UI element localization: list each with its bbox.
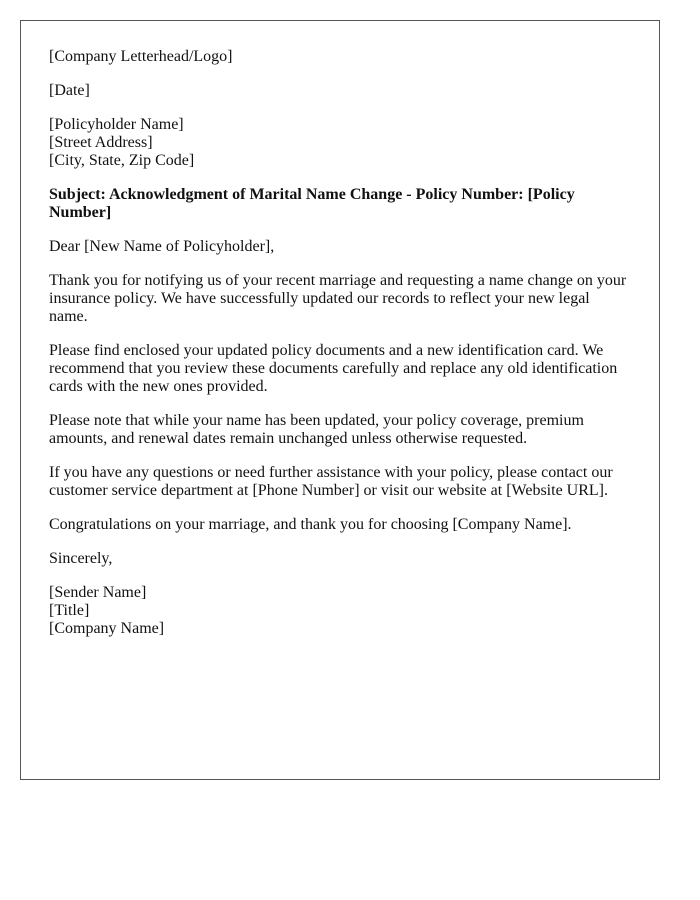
signature-block [49, 584, 631, 638]
body-paragraph: Please note that while your name has been updated, your policy coverage, premium amounts, and renewal dates remain unchanged unless otherwise requested. [49, 412, 584, 447]
salutation: Dear [New Name of Policyholder], [49, 238, 275, 255]
sender-company: [Company Name] [49, 620, 165, 637]
closing: Sincerely, [49, 550, 113, 567]
letterhead: [Company Letterhead/Logo] [49, 48, 233, 65]
recipient-address [49, 116, 631, 170]
recipient-city-state-zip: [City, State, Zip Code] [49, 152, 195, 169]
sender-title: [Title] [49, 602, 90, 619]
subject-line: Subject: Acknowledgment of Marital Name Change - Policy Number: [Policy Number] [49, 186, 575, 221]
letter-date: [Date] [49, 82, 90, 99]
body-paragraph: Congratulations on your marriage, and thank you for choosing [Company Name]. [49, 516, 572, 533]
body-paragraph: Thank you for notifying us of your recent marriage and requesting a name change on your insurance policy. We have successfully updated our records to reflect your new legal name. [49, 272, 627, 325]
body-paragraph: If you have any questions or need further assistance with your policy, please contact our customer service department at [Phone Number] or visit our website at [Website URL]. [49, 464, 613, 499]
letter-page [20, 20, 660, 780]
recipient-name: [Policyholder Name] [49, 116, 184, 133]
sender-name: [Sender Name] [49, 584, 147, 601]
body-paragraph: Please find enclosed your updated policy documents and a new identification card. We recommend that you review these documents carefully and replace any old identification cards with the new ones provided. [49, 342, 618, 395]
recipient-street: [Street Address] [49, 134, 153, 151]
